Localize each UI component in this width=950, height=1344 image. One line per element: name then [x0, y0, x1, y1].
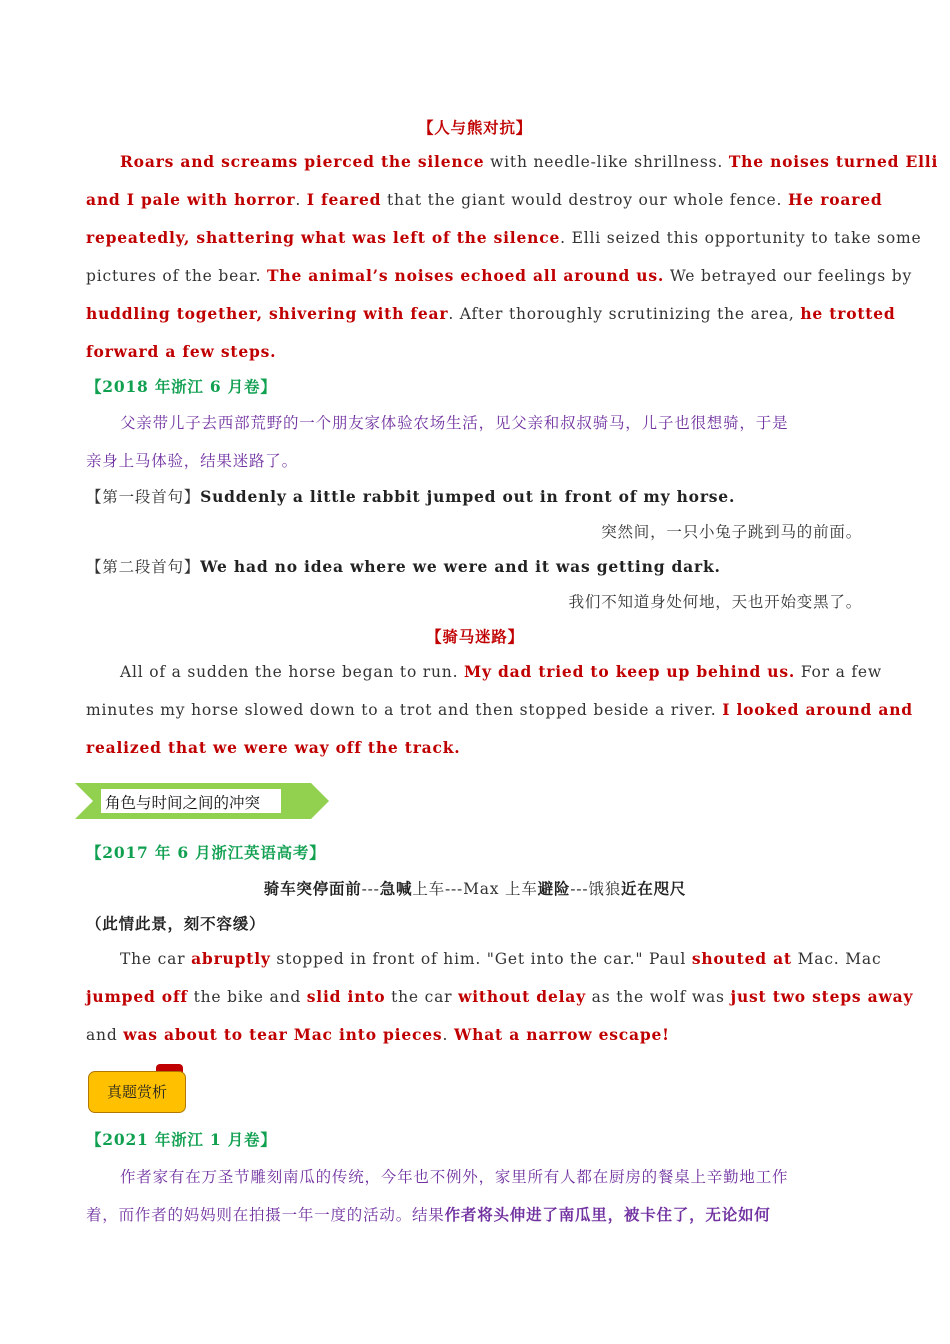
exam-2018-summary-line-1: 父亲带儿子去西部荒野的一个朋友家体验农场生活，见父亲和叔叔骑马，儿子也很想骑，于是 — [120, 414, 789, 432]
bear-paragraph-line-2: and I pale with horror. I feared that the giant would destroy our whole fence. He roared — [86, 190, 883, 209]
bear-paragraph-line-1: Roars and screams pierced the silence with needle-like shrillness. The noises turned Elli — [120, 152, 939, 171]
riding-paragraph-line-1: All of a sudden the horse began to run. My dad tried to keep up behind us. For a few — [120, 662, 882, 681]
bear-paragraph-line-5: huddling together, shivering with fear. After thoroughly scrutinizing the area, he trotted — [86, 304, 896, 323]
section-heading-bear: 【人与熊对抗】 — [417, 118, 533, 137]
exam-2018-heading: 【2018 年浙江 6 月卷】 — [86, 377, 277, 396]
paragraph-2-opening: 【第二段首句】We had no idea where we were and it was getting dark. — [86, 557, 721, 576]
section-heading-riding: 【骑马迷路】 — [426, 627, 524, 646]
riding-paragraph-line-2: minutes my horse slowed down to a trot and then stopped beside a river. I looked around and — [86, 700, 913, 719]
bear-paragraph-line-4: pictures of the bear. The animal’s noises echoed all around us. We betrayed our feelings by — [86, 266, 913, 285]
exam-2018-summary-line-2: 亲身上马体验，结果迷路了。 — [86, 452, 298, 470]
exam-analysis-badge — [86, 1064, 198, 1118]
exam-2021-heading: 【2021 年浙江 1 月卷】 — [86, 1130, 277, 1149]
wolf-paragraph-line-3: and was about to tear Mac into pieces. What a narrow escape! — [86, 1025, 670, 1044]
exam-2021-summary-line-2: 着，而作者的妈妈则在拍摄一年一度的活动。结果作者将头伸进了南瓜里，被卡住了，无论如何 — [86, 1205, 771, 1224]
exam-2017-note: （此情此景，刻不容缓） — [86, 914, 266, 933]
badge-label: 真题赏析 — [88, 1071, 186, 1113]
wolf-paragraph-line-1: The car abruptly stopped in front of him. "Get into the car." Paul shouted at Mac. Mac — [120, 949, 882, 968]
wolf-paragraph-line-2: jumped off the bike and slid into the car without delay as the wolf was just two steps away — [86, 987, 914, 1006]
banner-label: 角色与时间之间的冲突 — [105, 794, 261, 812]
paragraph-1-translation: 突然间，一只小兔子跳到马的前面。 — [601, 523, 862, 541]
paragraph-2-translation: 我们不知道身处何地，天也开始变黑了。 — [568, 593, 862, 611]
exam-2017-heading: 【2017 年 6 月浙江英语高考】 — [86, 843, 326, 862]
paragraph-1-opening: 【第一段首句】Suddenly a little rabbit jumped out in front of my horse. — [86, 487, 736, 506]
conflict-banner — [75, 783, 329, 819]
bear-paragraph-line-3: repeatedly, shattering what was left of the silence. Elli seized this opportunity to take some — [86, 228, 922, 247]
bear-paragraph-line-6: forward a few steps. — [86, 342, 277, 361]
exam-2017-plot-flow: 骑车突停面前---急喊上车---Max 上车避险---饿狼近在咫尺 — [263, 879, 687, 898]
exam-2021-summary-line-1: 作者家有在万圣节雕刻南瓜的传统，今年也不例外，家里所有人都在厨房的餐桌上辛勤地工作 — [120, 1168, 789, 1186]
riding-paragraph-line-3: realized that we were way off the track. — [86, 738, 461, 757]
